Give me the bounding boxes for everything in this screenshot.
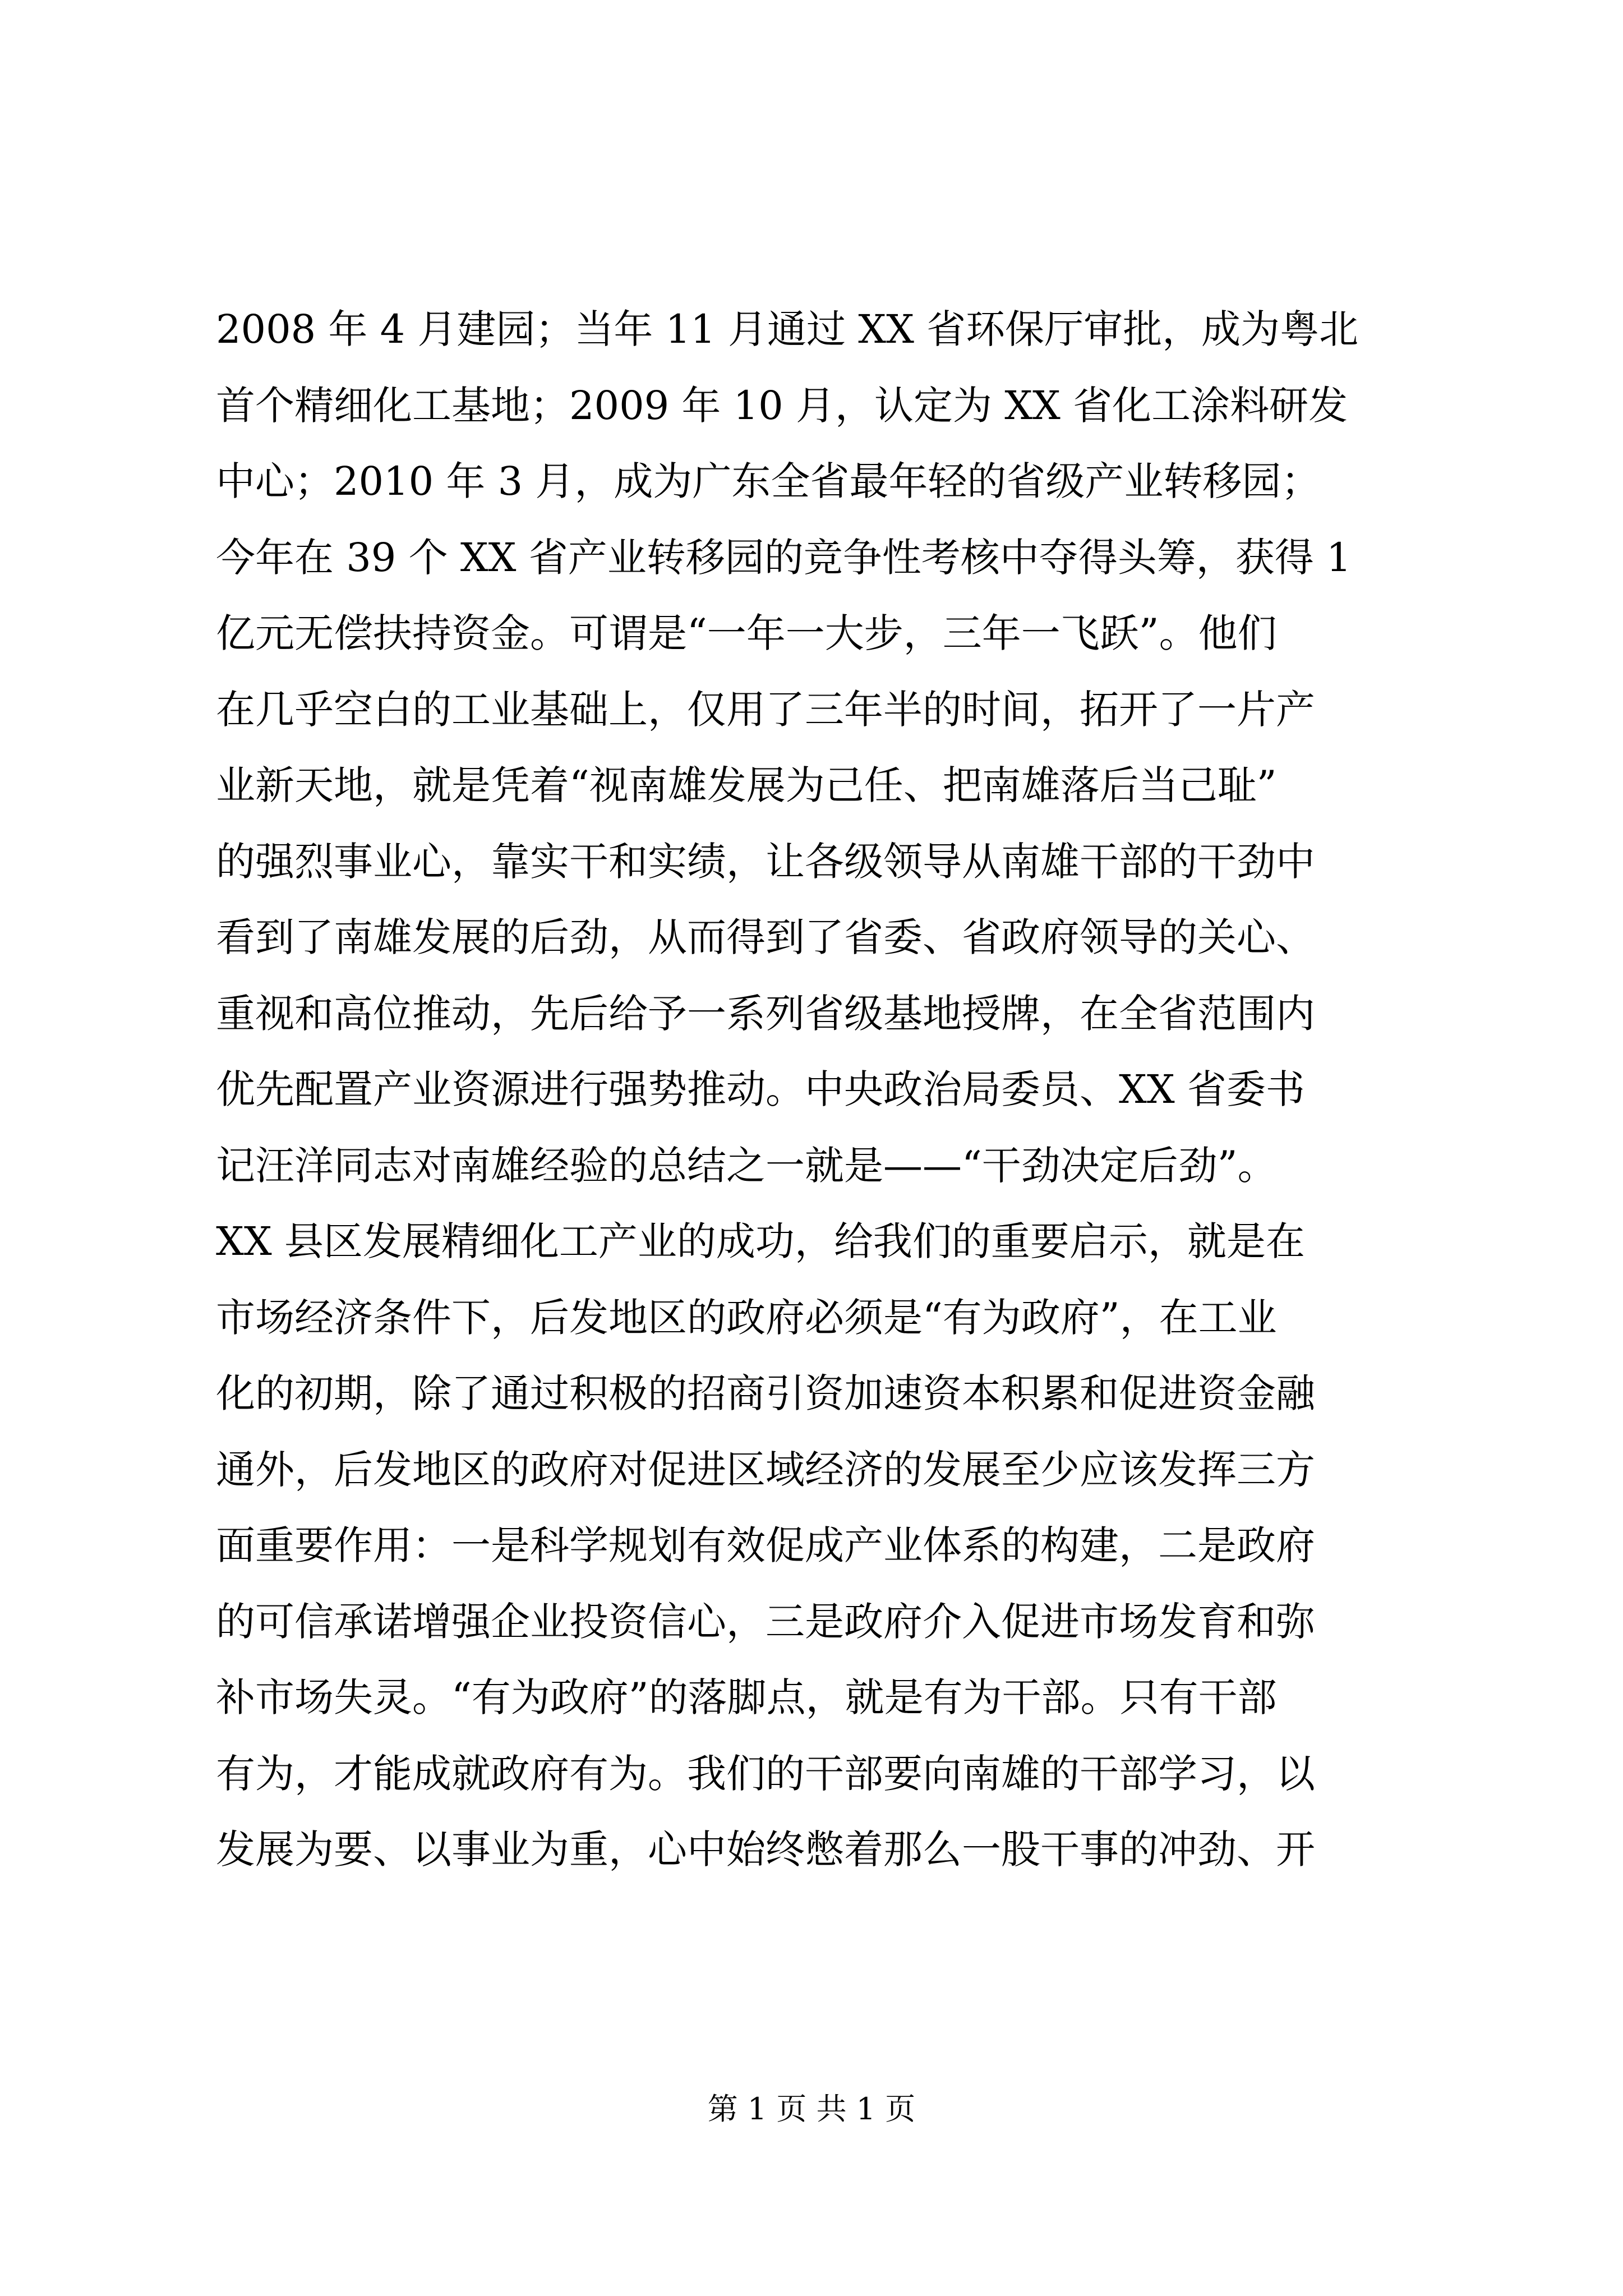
text-line: 首个精细化工基地；2009 年 10 月，认定为 XX 省化工涂料研发 — [216, 382, 1348, 429]
text-line: 优先配置产业资源进行强势推动。中央政治局委员、XX 省委书 — [216, 1066, 1305, 1112]
text-line: 补市场失灵。“有为政府”的落脚点，就是有为干部。只有干部 — [216, 1674, 1277, 1720]
text-line: 的强烈事业心，靠实干和实绩，让各级领导从南雄干部的干劲中 — [216, 838, 1315, 885]
text-line: 亿元无偿扶持资金。可谓是“一年一大步，三年一飞跃”。他们 — [216, 610, 1277, 656]
text-line: 业新天地，就是凭着“视南雄发展为己任、把南雄落后当己耻” — [216, 762, 1277, 808]
text-line: 发展为要、以事业为重，心中始终憋着那么一股干事的冲劲、开 — [216, 1826, 1315, 1872]
text-line: XX 县区发展精细化工产业的成功，给我们的重要启示，就是在 — [216, 1218, 1305, 1264]
text-line: 市场经济条件下，后发地区的政府必须是“有为政府”，在工业 — [216, 1294, 1277, 1341]
text-line: 中心；2010 年 3 月，成为广东全省最年轻的省级产业转移园； — [216, 458, 1321, 504]
text-line: 面重要作用：一是科学规划有效促成产业体系的构建，二是政府 — [216, 1522, 1315, 1568]
text-line: 2008 年 4 月建园；当年 11 月通过 XX 省环保厅审批，成为粤北 — [216, 306, 1359, 352]
text-line: 看到了南雄发展的后劲，从而得到了省委、省政府领导的关心、 — [216, 914, 1315, 960]
text-line: 今年在 39 个 XX 省产业转移园的竞争性考核中夺得头筹，获得 1 — [216, 534, 1352, 581]
text-line: 有为，才能成就政府有为。我们的干部要向南雄的干部学习，以 — [216, 1750, 1315, 1797]
text-line: 的可信承诺增强企业投资信心，三是政府介入促进市场发育和弥 — [216, 1598, 1315, 1645]
text-line: 重视和高位推动，先后给予一系列省级基地授牌，在全省范围内 — [216, 990, 1315, 1037]
text-line: 记汪洋同志对南雄经验的总结之一就是——“干劲决定后劲”。 — [216, 1142, 1277, 1189]
text-line: 化的初期，除了通过积极的招商引资加速资本积累和促进资金融 — [216, 1370, 1315, 1416]
text-line: 在几乎空白的工业基础上，仅用了三年半的时间，拓开了一片产 — [216, 686, 1315, 733]
page-footer — [0, 2087, 1623, 2132]
text-line: 通外，后发地区的政府对促进区域经济的发展至少应该发挥三方 — [216, 1446, 1315, 1493]
document-body — [216, 292, 1422, 1888]
page-number-label: 第 1 页 共 1 页 — [707, 2091, 916, 2127]
